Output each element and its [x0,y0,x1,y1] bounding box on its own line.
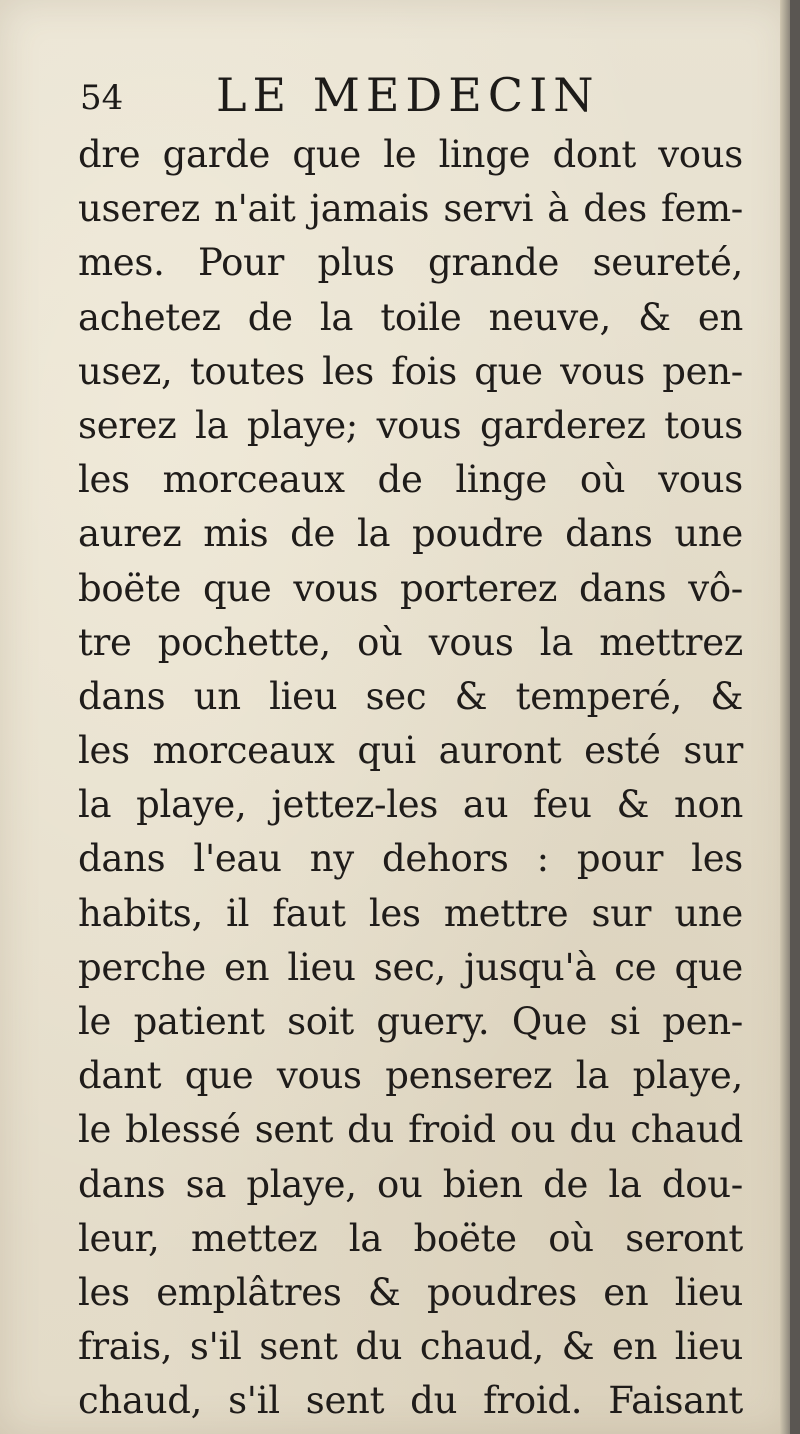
running-title: LE MEDECIN [216,68,600,122]
text-line: dans sa playe, ou bien de la dou- [78,1162,743,1206]
text-line: achetez de la toile neuve, & en [78,295,743,339]
text-line: les emplâtres & poudres en lieu [78,1270,743,1314]
text-line: leur, mettez la boëte où seront [78,1216,743,1260]
text-line: boëte que vous porterez dans vô- [78,566,743,610]
body-text [78,128,743,1429]
text-line: le patient soit guery. Que si pen- [78,1000,743,1043]
text-line: dre garde que le linge dont vous [78,133,743,176]
text-line: dans l'eau ny dehors : pour les [78,837,743,881]
page-header [80,68,720,132]
text-line: chaud, s'il sent du froid. Faisant [78,1379,743,1423]
text-line: la playe, jettez-les au feu & non [78,783,743,827]
text-line: usez, toutes les fois que vous pen- [78,349,743,393]
text-line: dans un lieu sec & temperé, & [78,674,743,718]
text-line: serez la playe; vous garderez tous [78,403,743,447]
text-line: perche en lieu sec, jusqu'à ce que [78,945,743,989]
text-line: les morceaux qui auront esté sur [78,729,743,773]
text-line: mes. Pour plus grande seureté, [78,241,743,285]
page-number: 54 [80,78,124,118]
text-line: tre pochette, où vous la mettrez [78,620,743,664]
text-line: habits, il faut les mettre sur une [78,891,743,935]
text-line: userez n'ait jamais servi à des fem- [78,187,743,231]
text-line: le blessé sent du froid ou du chaud [78,1108,743,1152]
text-line: frais, s'il sent du chaud, & en lieu [78,1325,743,1369]
text-line: les morceaux de linge où vous [78,458,743,502]
text-line: aurez mis de la poudre dans une [78,512,743,556]
text-line: dant que vous penserez la playe, [78,1054,743,1098]
page-edge-shadow [780,0,790,1434]
